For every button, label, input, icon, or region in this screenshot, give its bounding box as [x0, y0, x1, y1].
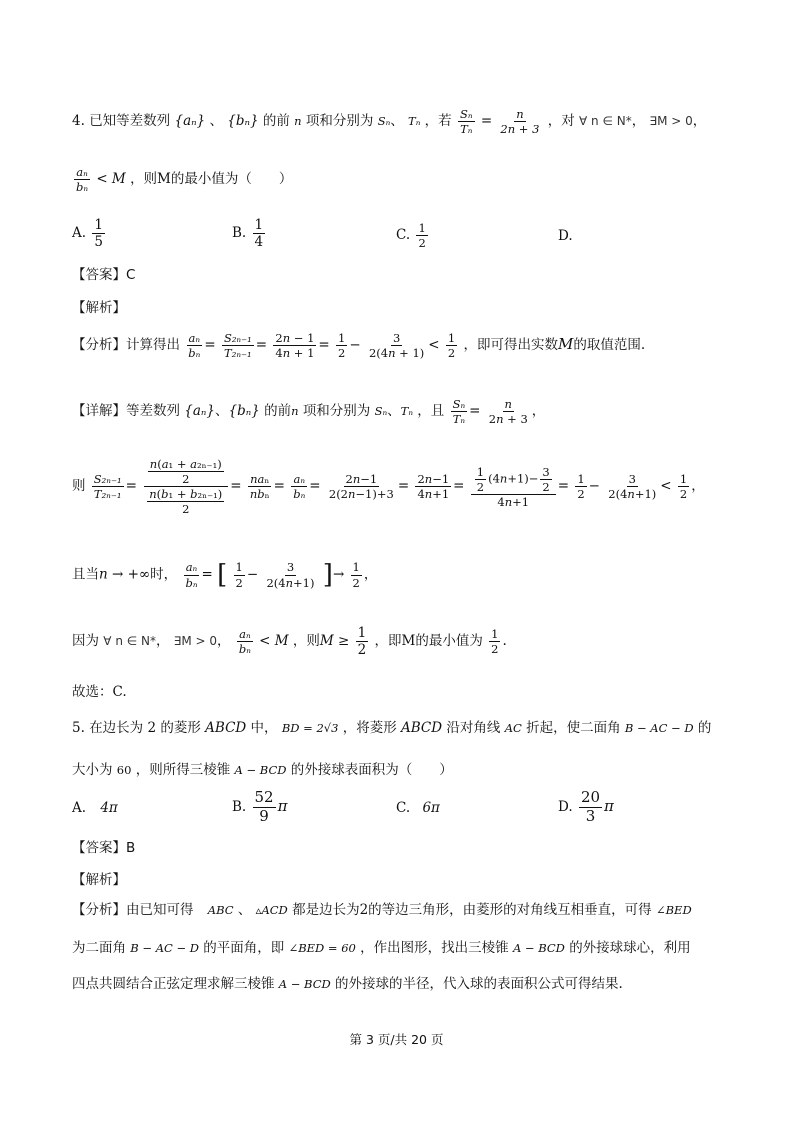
q4-number: 4.	[72, 113, 85, 130]
q4-analysis-tag: 【解析】	[72, 300, 126, 316]
q4-stem-line-1: 4. 已知等差数列 {aₙ} 、 {bₙ} 的前 n 项和分别为 Sₙ、 Tₙ ，若 $\frac{\text{Sₙ}}{\text{Tₙ}}$ = $\frac{n}{2n + 3}$ ，对 ∀ n ∈ N*， ∃M > 0，	[72, 107, 707, 137]
q5-option-c[interactable]: C. 6π	[396, 800, 440, 816]
q4-xiangjie-equation: 则 $\frac{\text{S₂ₙ₋₁}}{\text{T₂ₙ₋₁}}$ = $\frac{\frac{\text{n(a₁ + a₂ₙ₋₁)}}{2}}{\frac{\text{n(b₁ + b₂ₙ₋₁)}}{2}}$ = $\frac{\text{naₙ}}{\text{nbₙ}}$ = $\frac{\text{aₙ}}{\text{bₙ}}$ = $\frac{2n-1}{2(2n-1)+3}$ = $\frac{2n-1}{4n+1}$ = $\frac{1}{2}$ (4n+1)− $\frac{3}{2}$ 4n+1 = $\frac{1}{2}$ − $\frac{3}{2(4n+1)}$ < $\frac{1}{2}$ ，	[72, 457, 705, 517]
q4-option-c[interactable]: C. $\frac{1}{2}$	[396, 221, 426, 251]
q4-option-a[interactable]: A. $\frac{1}{5}$	[72, 217, 103, 251]
q5-option-a[interactable]: A. 4π	[72, 800, 118, 816]
q5-stem-line-1: 5. 在边长为 2 的菱形 ABCD 中， BD = 2√3 ，将菱形 ABCD 沿对角线 AC 折起，使二面角 B − AC − D 的	[72, 720, 712, 736]
q4-xiangjie-line-1: 【详解】等差数列 {aₙ}、{bₙ} 的前n 项和分别为 Sₙ、Tₙ ，且 $\frac{\text{Sₙ}}{\text{Tₙ}}$ = $\frac{n}{2n + 3}$ ，	[72, 397, 546, 427]
q5-analysis-tag: 【解析】	[72, 872, 126, 888]
q4-fenxi: 【分析】计算得出 $\frac{\text{aₙ}}{\text{bₙ}}$ = $\frac{\text{S₂ₙ₋₁}}{\text{T₂ₙ₋₁}}$ = $\frac{2n - 1}{4n + 1}$ = $\frac{1}{2}$ − $\frac{3}{2(4n + 1)}$ < $\frac{1}{2}$ ，即可得出实数M的取值范围.	[72, 331, 646, 361]
q4-option-d[interactable]: D.	[558, 228, 573, 244]
page-footer: 第 3 页/共 20 页	[349, 1032, 444, 1047]
q4-stem-line-2: $\frac{\text{aₙ}}{\text{bₙ}}$ < M ，则M的最小值为（ ）	[76, 165, 293, 195]
q5-option-d[interactable]: D. $\frac{20}{3}$ π	[558, 788, 614, 825]
q5-stem-line-2: 大小为 60 ，则所得三棱锥 A − BCD 的外接球表面积为（ ）	[72, 762, 453, 778]
q4-rhs-fraction: $\frac{n}{2n + 3}$	[500, 107, 540, 137]
q4-answer: 【答案】C	[72, 267, 136, 283]
q4-final-choice: 故选：C.	[72, 684, 127, 700]
q5-number: 5.	[72, 720, 85, 736]
q4-ratio-fraction: $\frac{\text{Sₙ}}{\text{Tₙ}}$	[459, 107, 473, 137]
q5-fenxi-line-1: 【分析】由已知可得 ABC 、 ▵ACD 都是边长为2的等边三角形，由菱形的对角线互相垂直，可得 ∠BED	[72, 902, 692, 918]
q5-fenxi-line-3: 四点共圆结合正弦定理求解三棱锥 A − BCD 的外接球的半径，代入球的表面积公式可得结果.	[72, 976, 623, 992]
q4-ab-fraction: $\frac{\text{aₙ}}{\text{bₙ}}$	[76, 165, 89, 195]
q5-answer: 【答案】B	[72, 840, 136, 856]
q5-fenxi-line-2: 为二面角 B − AC − D 的平面角，即 ∠BED = 60 ，作出图形，找出三棱锥 A − BCD 的外接球球心，利用	[72, 940, 691, 956]
q4-option-b[interactable]: B. $\frac{1}{4}$	[232, 217, 264, 251]
q4-conclusion-line: 因为 ∀ n ∈ N*， ∃M > 0， $\frac{\text{aₙ}}{\text{bₙ}}$ < M ，则M ≥ $\frac{1}{2}$ ，即M的最小值为 $\frac{1}{2}$ .	[72, 625, 507, 659]
q4-limit-line: 且当n → +∞时， $\frac{\text{aₙ}}{\text{bₙ}}$ = [ $\frac{1}{2}$ − $\frac{3}{2(4n+1)}$ ]→ $\frac{1}{2}$ ，	[72, 560, 378, 590]
q5-option-b[interactable]: B. $\frac{52}{9}$ π	[232, 788, 288, 825]
